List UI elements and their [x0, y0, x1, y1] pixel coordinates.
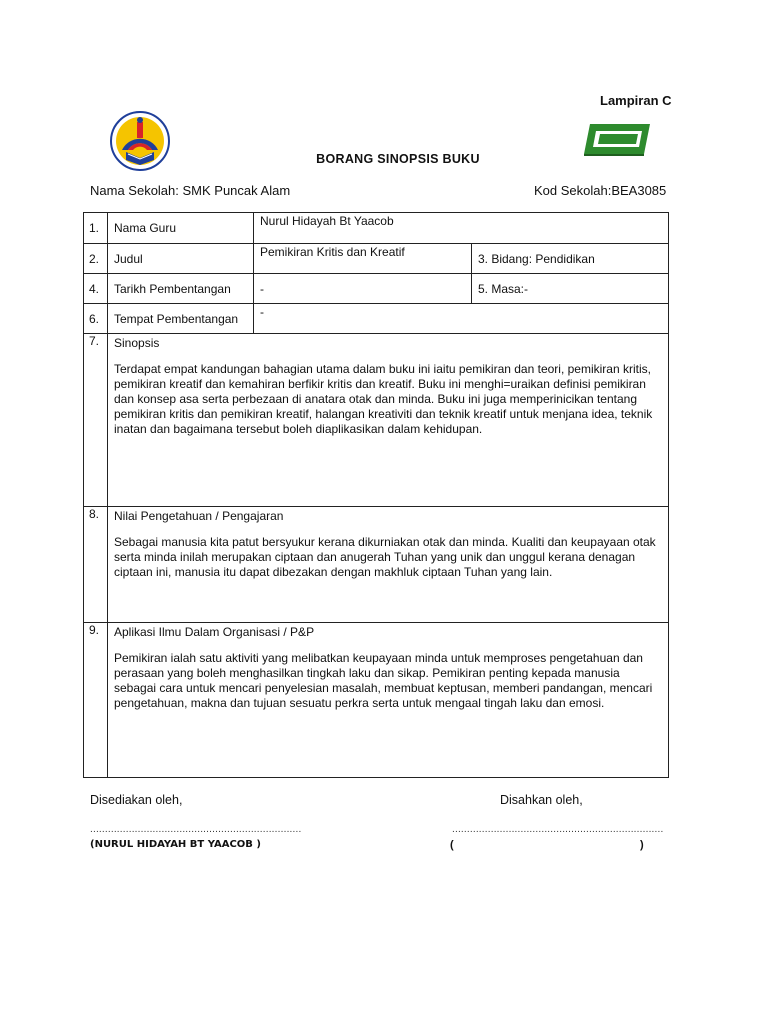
- prepared-by-name: (NURUL HIDAYAH BT YAACOB ): [90, 839, 261, 850]
- teacher-name-value: Nurul Hidayah Bt Yaacob: [254, 213, 669, 244]
- presentation-date-label: Tarikh Pembentangan: [108, 274, 254, 304]
- knowledge-value-text: Sebagai manusia kita patut bersyukur kerana dikurniakan otak dan minda. Kualiti dan keupayaan otak serta minda inilah merupakan ciptaan dan anugerah Tuhan yang unik dan unggul kerana denagan ciptaan ini, manusia itu dapat dibezakan dengan makhluk ciptaan Tuhan yang lain.: [114, 535, 656, 579]
- teacher-name-label: Nama Guru: [108, 213, 254, 244]
- signature-line-right: .......................................................................: [452, 824, 664, 835]
- title-label: Judul: [108, 244, 254, 274]
- school-code: Kod Sekolah:BEA3085: [534, 183, 667, 198]
- approved-by-name-close: ): [640, 839, 644, 851]
- form-row: [84, 244, 669, 274]
- form-row: [84, 274, 669, 304]
- form-row: [84, 213, 669, 244]
- row-number: 7.: [84, 334, 108, 507]
- synopsis-form-table: [83, 212, 669, 778]
- synopsis-text: Terdapat empat kandungan bahagian utama dalam buku ini iaitu pemikiran dan teori, pemikiran kritis, pemikiran kreatif dan kemahiran berfikir kritis dan kreatif. Buku ini menghi=uraikan definisi pemikiran dan konsep asa serta perbezaan di anatara otak dan minda. Buku ini juga memperinicikan tentang pemikiran kritis dan pemikiran kreatif, halangan kreativiti dan teknik kreatif untuk menjana idea, teknik inatan dan bagaimana tersebut boleh diaplikasikan dalam kehidupan.: [114, 362, 653, 436]
- form-row: [84, 334, 669, 507]
- synopsis-cell: [108, 334, 669, 507]
- book-title-value: Pemikiran Kritis dan Kreatif: [254, 244, 472, 274]
- form-row: [84, 304, 669, 334]
- row-number: 9.: [84, 623, 108, 778]
- field-value: 3. Bidang: Pendidikan: [472, 244, 669, 274]
- row-number: 6.: [84, 304, 108, 334]
- approved-by-label: Disahkan oleh,: [500, 793, 583, 807]
- time-value: 5. Masa:-: [472, 274, 669, 304]
- row-number: 1.: [84, 213, 108, 244]
- school-name: Nama Sekolah: SMK Puncak Alam: [90, 183, 291, 198]
- knowledge-value-label: Nilai Pengetahuan / Pengajaran: [114, 509, 284, 523]
- row-number: 2.: [84, 244, 108, 274]
- row-number: 8.: [84, 507, 108, 623]
- prepared-by-label: Disediakan oleh,: [90, 793, 183, 807]
- application-text: Pemikiran ialah satu aktiviti yang melibatkan keupayaan minda untuk memproses pengetahuan dan perasaan yang boleh menghasilkan tingkah laku dan sikap. Pemikiran penting kepada manusia sebagai cara untuk mencari penyelesian masalah, membuat keptusan, memberi pandangan, mencari pengetahuan, makna dan tujuan sesuatu perkra serta untuk mengaal tingah laku dan emosi.: [114, 651, 653, 710]
- appendix-label: Lampiran C: [600, 93, 672, 108]
- knowledge-value-cell: [108, 507, 669, 623]
- signature-line-left: .......................................................................: [90, 824, 302, 835]
- form-row: [84, 623, 669, 778]
- presentation-date-value: -: [254, 274, 472, 304]
- form-title: BORANG SINOPSIS BUKU: [316, 152, 480, 166]
- application-label: Aplikasi Ilmu Dalam Organisasi / P&P: [114, 625, 315, 639]
- approved-by-name-open: (: [450, 839, 454, 851]
- synopsis-label: Sinopsis: [114, 336, 160, 350]
- application-cell: [108, 623, 669, 778]
- row-number: 4.: [84, 274, 108, 304]
- form-row: [84, 507, 669, 623]
- presentation-venue-label: Tempat Pembentangan: [108, 304, 254, 334]
- presentation-venue-value: -: [254, 304, 669, 334]
